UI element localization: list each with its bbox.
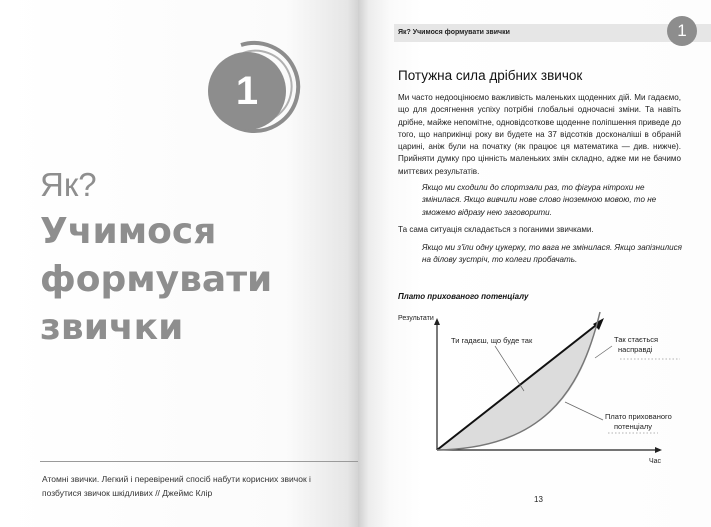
section-title: Потужна сила дрібних звичок (398, 68, 583, 83)
quote-block: Якщо ми з'їли одну цукерку, то вага не змінилася. Якщо запізнилися на ділову зустріч, то колеги пробачать. (422, 243, 683, 265)
leader-plateau (565, 402, 603, 420)
chapter-title-question: Як? (40, 166, 97, 203)
chart-heading: Плато прихованого потенціалу (398, 292, 529, 301)
leader-reality (595, 346, 612, 358)
body-paragraph: Та сама ситуація складається з поганими звичками. (398, 225, 594, 234)
header-chapter-badge: 1 (667, 16, 697, 46)
axis-arrow-y (434, 318, 440, 325)
annotation-reality: Так стається (614, 335, 659, 344)
annotation-plateau: Плато прихованого (605, 412, 672, 421)
book-footer: Атомні звички. Легкий і перевірений спосіб набути корисних звичок і позбутися звичок шкідливих // Джеймс Клір (42, 474, 311, 498)
chapter-number-badge: 1 (208, 52, 286, 130)
annotation-plateau-line2: потенціалу (614, 422, 652, 431)
leader-expectation (495, 346, 524, 391)
chapter-title: Учимося формувати звички (40, 211, 273, 348)
chart (390, 306, 690, 466)
running-header-title: Як? Учимося формувати звички (398, 29, 510, 36)
footer-divider (40, 461, 358, 462)
body-paragraph: Ми часто недооцінюємо важливість маленьких щоденних дій. Ми гадаємо, що для досягнення успіху потрібні глобальні одночасні зміни. Та навіть дрібне, майже непомітне, одновідсоткове щоденне поліпшення приведе до того, що наприкінці року ви будете на 37 відсотків досконаліші в обраній царині, аніж були на початку (як працює ця математика — див. нижче). Прийняти думку про цінність маленьких змін складно, адже ми не бачимо миттєвих результатів. (398, 93, 681, 176)
page-number: 13 (534, 495, 543, 504)
quote-block: Якщо ми сходили до спортзали раз, то фігура нітрохи не змінилася. Якщо вивчили нове слово іноземною мовою, то не зможемо відразу нею заговорити. (422, 183, 657, 217)
x-axis-label: Час (649, 458, 662, 465)
y-axis-label: Результати (398, 315, 434, 322)
axis-arrow-x (655, 447, 662, 453)
annotation-expectation: Ти гадаєш, що буде так (451, 336, 533, 345)
annotation-reality-line2: насправді (618, 345, 653, 354)
